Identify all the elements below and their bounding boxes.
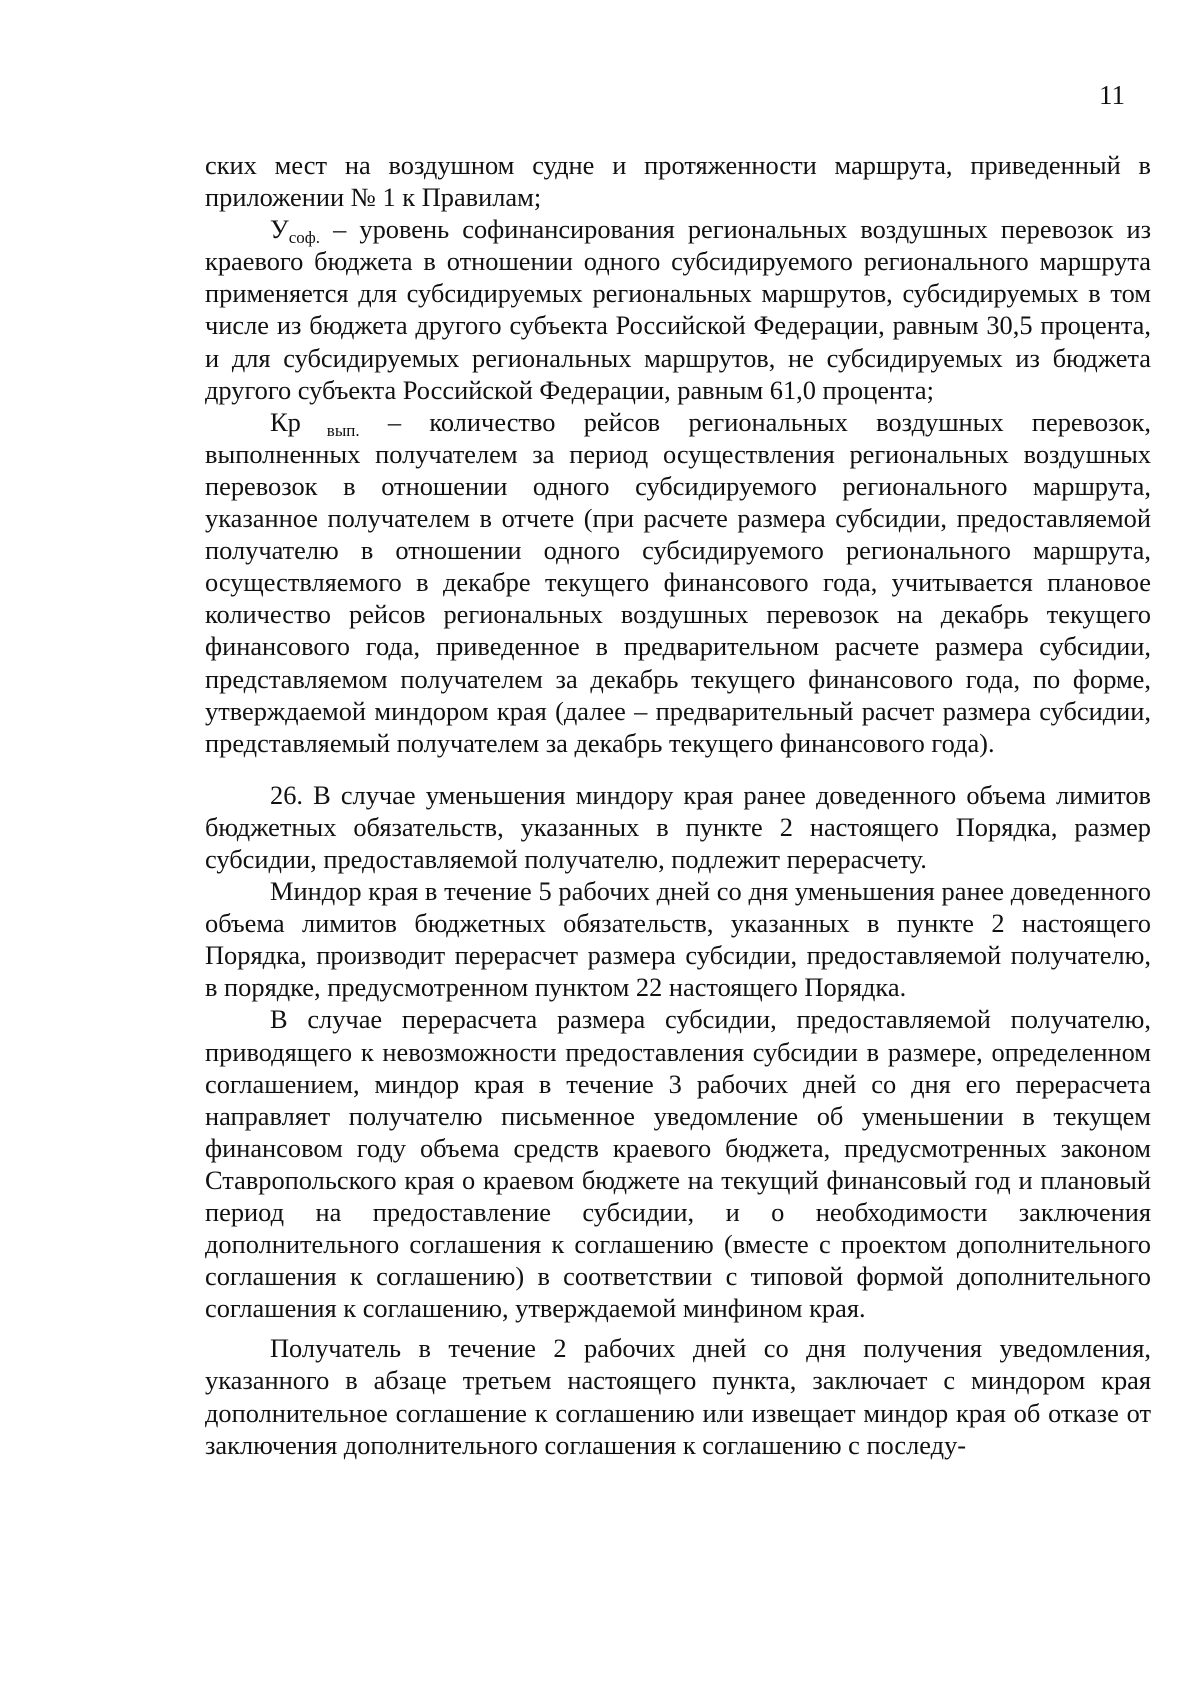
definition-text: – количество рейсов региональных воздушных перевозок, выполненных получателем за период осуществления региональных воздушных перевозок в отношении одного субсидируемого регионального маршрута, указанное получателем в отчете (при расчете размера субсидии, предоставляемой получателю в отношении одного субсидируемого регионального маршрута, осуществляемого в декабре текущего финансового года, учитывается плановое количество рейсов региональных воздушных перевозок на декабрь текущего финансового года, приведенное в предварительном расчете размера субсидии, представляемом получателем за декабрь текущего финансового года, по форме, утверждаемой миндором края (далее – предварительный расчет размера субсидии, представляемый получателем за декабрь текущего финансового года). [205,406,1151,758]
page-number: 11 [1099,80,1125,110]
symbol-subscript: вып. [300,420,360,440]
paragraph-item-26: 26. В случае уменьшения миндору края ранее доведенного объема лимитов бюджетных обязательств, указанных в пункте 2 настоящего Порядка, размер субсидии, предоставляемой получателю, подлежит перерасчету. [205,779,1151,874]
term-cofinancing-symbol [270,214,320,248]
symbol-subscript: соф. [288,228,320,248]
definition-text: – уровень софинансирования региональных воздушных перевозок из краевого бюджета в отношении одного субсидируемого регионального маршрута применяется для субсидируемых региональных маршрутов, субсидируемых в том числе из бюджета другого субъекта Российской Федерации, равным 30,5 процента, и для субсидируемых региональных маршрутов, не субсидируемых из бюджета другого субъекта Российской Федерации, равным 61,0 процента; [205,214,1151,405]
paragraph-recalculation: Миндор края в течение 5 рабочих дней со дня уменьшения ранее доведенного объема лимитов бюджетных обязательств, указанных в пункте 2 настоящего Порядка, производит перерасчет размера субсидии, предоставляемой получателю, в порядке, предусмотренном пунктом 22 настоящего Порядка. [205,876,1151,1003]
paragraph-continuation: ских мест на воздушном судне и протяженности маршрута, приведенный в приложении № 1 к Правилам; [205,150,1151,213]
document-body [205,149,1151,1461]
paragraph-recipient-response: Получатель в течение 2 рабочих дней со дня получения уведомления, указанного в абзаце третьем настоящего пункта, заключает с миндором края дополнительное соглашение к соглашению или извещает миндор края об отказе от заключения дополнительного соглашения к соглашению с последу- [205,1333,1151,1460]
symbol-letter: Кр [270,406,301,437]
term-flights-symbol [270,406,360,440]
symbol-letter: У [270,214,289,245]
paragraph-flights-count [205,406,1151,759]
paragraph-notification: В случае перерасчета размера субсидии, предоставляемой получателю, приводящего к невозможности предоставления субсидии в размере, определенном соглашением, миндор края в течение 3 рабочих дней со дня его перерасчета направляет получателю письменное уведомление об уменьшении в текущем финансовом году объема средств краевого бюджета, предусмотренных законом Ставропольского края о краевом бюджете на текущий финансовый год и плановый период на предоставление субсидии, и о необходимости заключения дополнительного соглашения к соглашению (вместе с проектом дополнительного соглашения к соглашению) в соответствии с типовой формой дополнительного соглашения к соглашению, утверждаемой минфином края. [205,1004,1151,1324]
paragraph-cofinancing-level [205,213,1151,406]
